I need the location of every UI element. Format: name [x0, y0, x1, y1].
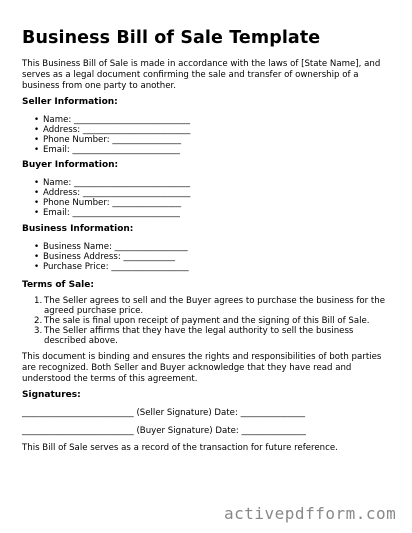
seller-name-field[interactable]: • Name: ___________________________ — [34, 115, 190, 125]
seller-heading: Seller Information: — [22, 97, 118, 107]
watermark-logo: activepdfform.com — [224, 504, 397, 523]
footer-note: This Bill of Sale serves as a record of the transaction for future reference. — [22, 443, 338, 453]
business-heading: Business Information: — [22, 224, 134, 234]
business-address-field[interactable]: • Business Address: ____________ — [34, 252, 189, 262]
term-item — [34, 296, 386, 316]
term-item — [34, 316, 386, 326]
term-item — [34, 326, 386, 346]
term-number: 2. — [34, 316, 43, 326]
term-text: The Seller affirms that they have the legal authority to sell the business described above. — [44, 326, 354, 346]
buyer-signature-line[interactable]: __________________________ (Buyer Signature) Date: _______________ — [22, 426, 306, 436]
term-text: The Seller agrees to sell and the Buyer agrees to purchase the business for the agreed purchase price. — [44, 296, 386, 316]
page-title: Business Bill of Sale Template — [22, 28, 321, 48]
buyer-phone-field[interactable]: • Phone Number: ________________ — [34, 198, 190, 208]
signatures-heading: Signatures: — [22, 390, 81, 400]
buyer-list — [34, 178, 190, 218]
term-number: 3. — [34, 326, 43, 336]
seller-address-field[interactable]: • Address: _________________________ — [34, 125, 190, 135]
buyer-address-field[interactable]: • Address: _________________________ — [34, 188, 190, 198]
buyer-heading: Buyer Information: — [22, 160, 119, 170]
seller-list — [34, 115, 190, 155]
business-name-field[interactable]: • Business Name: _________________ — [34, 242, 189, 252]
buyer-email-field[interactable]: • Email: _________________________ — [34, 208, 190, 218]
term-text: The sale is final upon receipt of payment and the signing of this Bill of Sale. — [44, 316, 370, 326]
binding-paragraph: This document is binding and ensures the rights and responsibilities of both parties are recognized. Both Seller and Buyer acknowledge that they have read and understood the terms of this agreement. — [22, 352, 382, 384]
terms-heading: Terms of Sale: — [22, 280, 94, 290]
purchase-price-field[interactable]: • Purchase Price: __________________ — [34, 262, 189, 272]
buyer-name-field[interactable]: • Name: ___________________________ — [34, 178, 190, 188]
seller-signature-line[interactable]: __________________________ (Seller Signature) Date: _______________ — [22, 408, 306, 418]
intro-paragraph: This Business Bill of Sale is made in accordance with the laws of [State Name], and serves as a legal document confirming the sale and transfer of ownership of a business from one party to another. — [22, 59, 381, 91]
seller-email-field[interactable]: • Email: _________________________ — [34, 145, 190, 155]
business-list — [34, 242, 189, 272]
seller-phone-field[interactable]: • Phone Number: ________________ — [34, 135, 190, 145]
term-number: 1. — [34, 296, 43, 306]
terms-list — [34, 296, 386, 346]
